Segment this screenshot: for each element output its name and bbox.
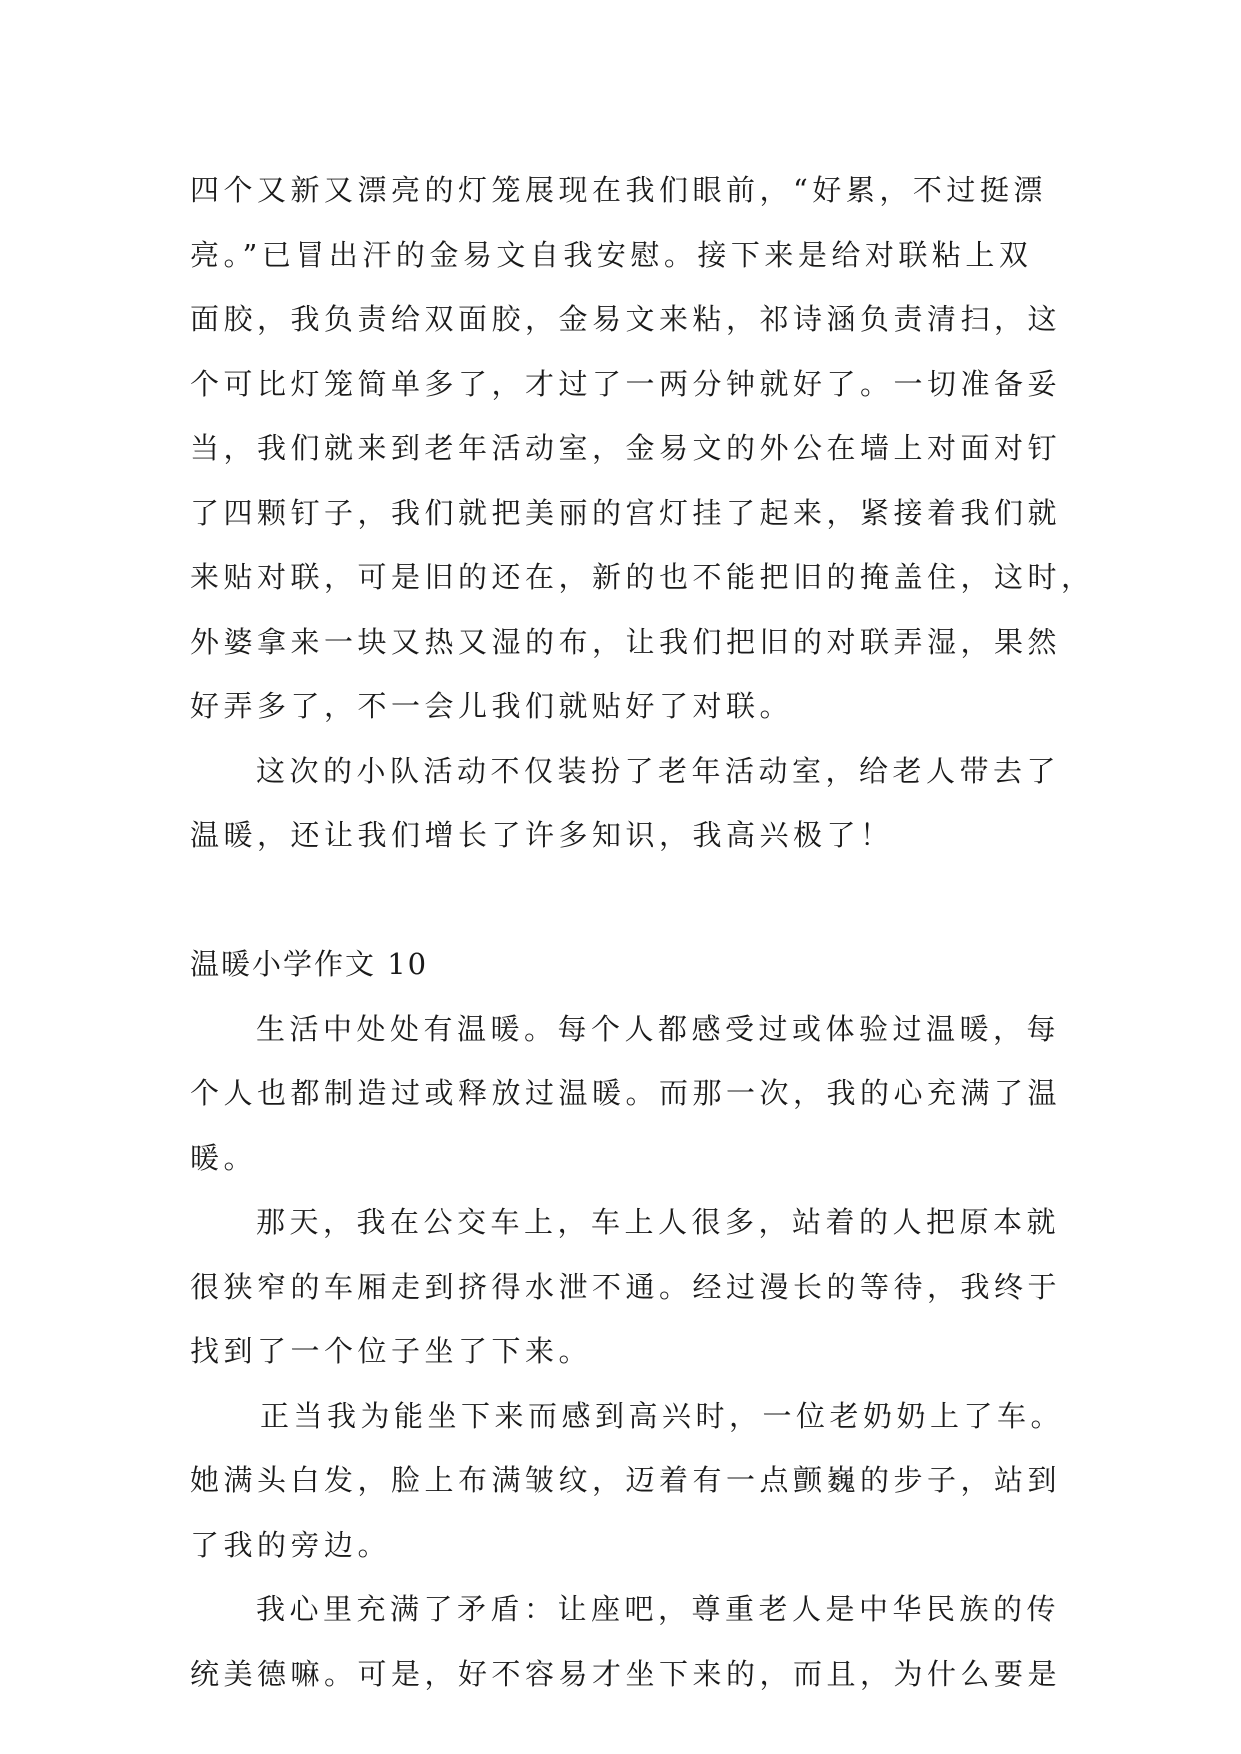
text-line: 那天，我在公交车上，车上人很多，站着的人把原本就 — [256, 1205, 1061, 1239]
text-line: 了四颗钉子，我们就把美丽的宫灯挂了起来，紧接着我们就 — [190, 495, 1062, 530]
text-line: 暖。 — [190, 1140, 258, 1175]
text-line: 当，我们就来到老年活动室，金易文的外公在墙上对面对钉 — [190, 431, 1062, 465]
text-line: 来贴对联，可是旧的还在，新的也不能把旧的掩盖住，这时， — [190, 560, 1095, 594]
paragraph-grandma — [190, 1384, 1065, 1578]
text-line: 这次的小队活动不仅装扮了老年活动室，给老人带去了 — [256, 753, 1061, 788]
text-line: 四个又新又漂亮的灯笼展现在我们眼前，“好累，不过挺漂 — [190, 173, 1047, 207]
text-line: 个人也都制造过或释放过温暖。而那一次，我的心充满了温 — [190, 1076, 1062, 1110]
text-line: 她满头白发，脸上布满皱纹，迈着有一点颤巍的步子，站到 — [190, 1463, 1062, 1497]
text-line: 个可比灯笼简单多了，才过了一两分钟就好了。一切准备妥 — [190, 366, 1062, 401]
text-line: 统美德嘛。可是，好不容易才坐下来的，而且，为什么要是 — [190, 1656, 1062, 1691]
section-title: 温暖小学作文 10 — [190, 947, 429, 981]
paragraph-conclusion — [190, 739, 1061, 868]
document-body — [190, 158, 1095, 1706]
text-line: 温暖，还让我们增长了许多知识，我高兴极了！ — [190, 818, 894, 852]
section-spacer — [190, 868, 1050, 933]
text-line: 我心里充满了矛盾：让座吧，尊重老人是中华民族的传 — [256, 1592, 1061, 1626]
text-line: 好弄多了，不一会儿我们就贴好了对联。 — [190, 689, 794, 723]
paragraph-intro — [190, 997, 1062, 1191]
text-line: 很狭窄的车厢走到挤得水泄不通。经过漫长的等待，我终于 — [190, 1269, 1062, 1304]
text-line: 生活中处处有温暖。每个人都感受过或体验过温暖，每 — [256, 1011, 1061, 1046]
paragraph-bus — [190, 1190, 1062, 1384]
text-line: 外婆拿来一块又热又湿的布，让我们把旧的对联弄湿，果然 — [190, 624, 1062, 659]
paragraph-continued — [190, 158, 1095, 739]
text-line: 面胶，我负责给双面胶，金易文来粘，祁诗涵负责清扫，这 — [190, 302, 1062, 336]
paragraph-dilemma — [190, 1577, 1062, 1706]
text-line: 亮。”已冒出汗的金易文自我安慰。接下来是给对联粘上双 — [190, 237, 1033, 272]
text-line: 找到了一个位子坐了下来。 — [190, 1334, 593, 1368]
text-line: 了我的旁边。 — [190, 1527, 392, 1562]
text-line: 正当我为能坐下来而感到高兴时，一位老奶奶上了车。 — [260, 1398, 1065, 1433]
